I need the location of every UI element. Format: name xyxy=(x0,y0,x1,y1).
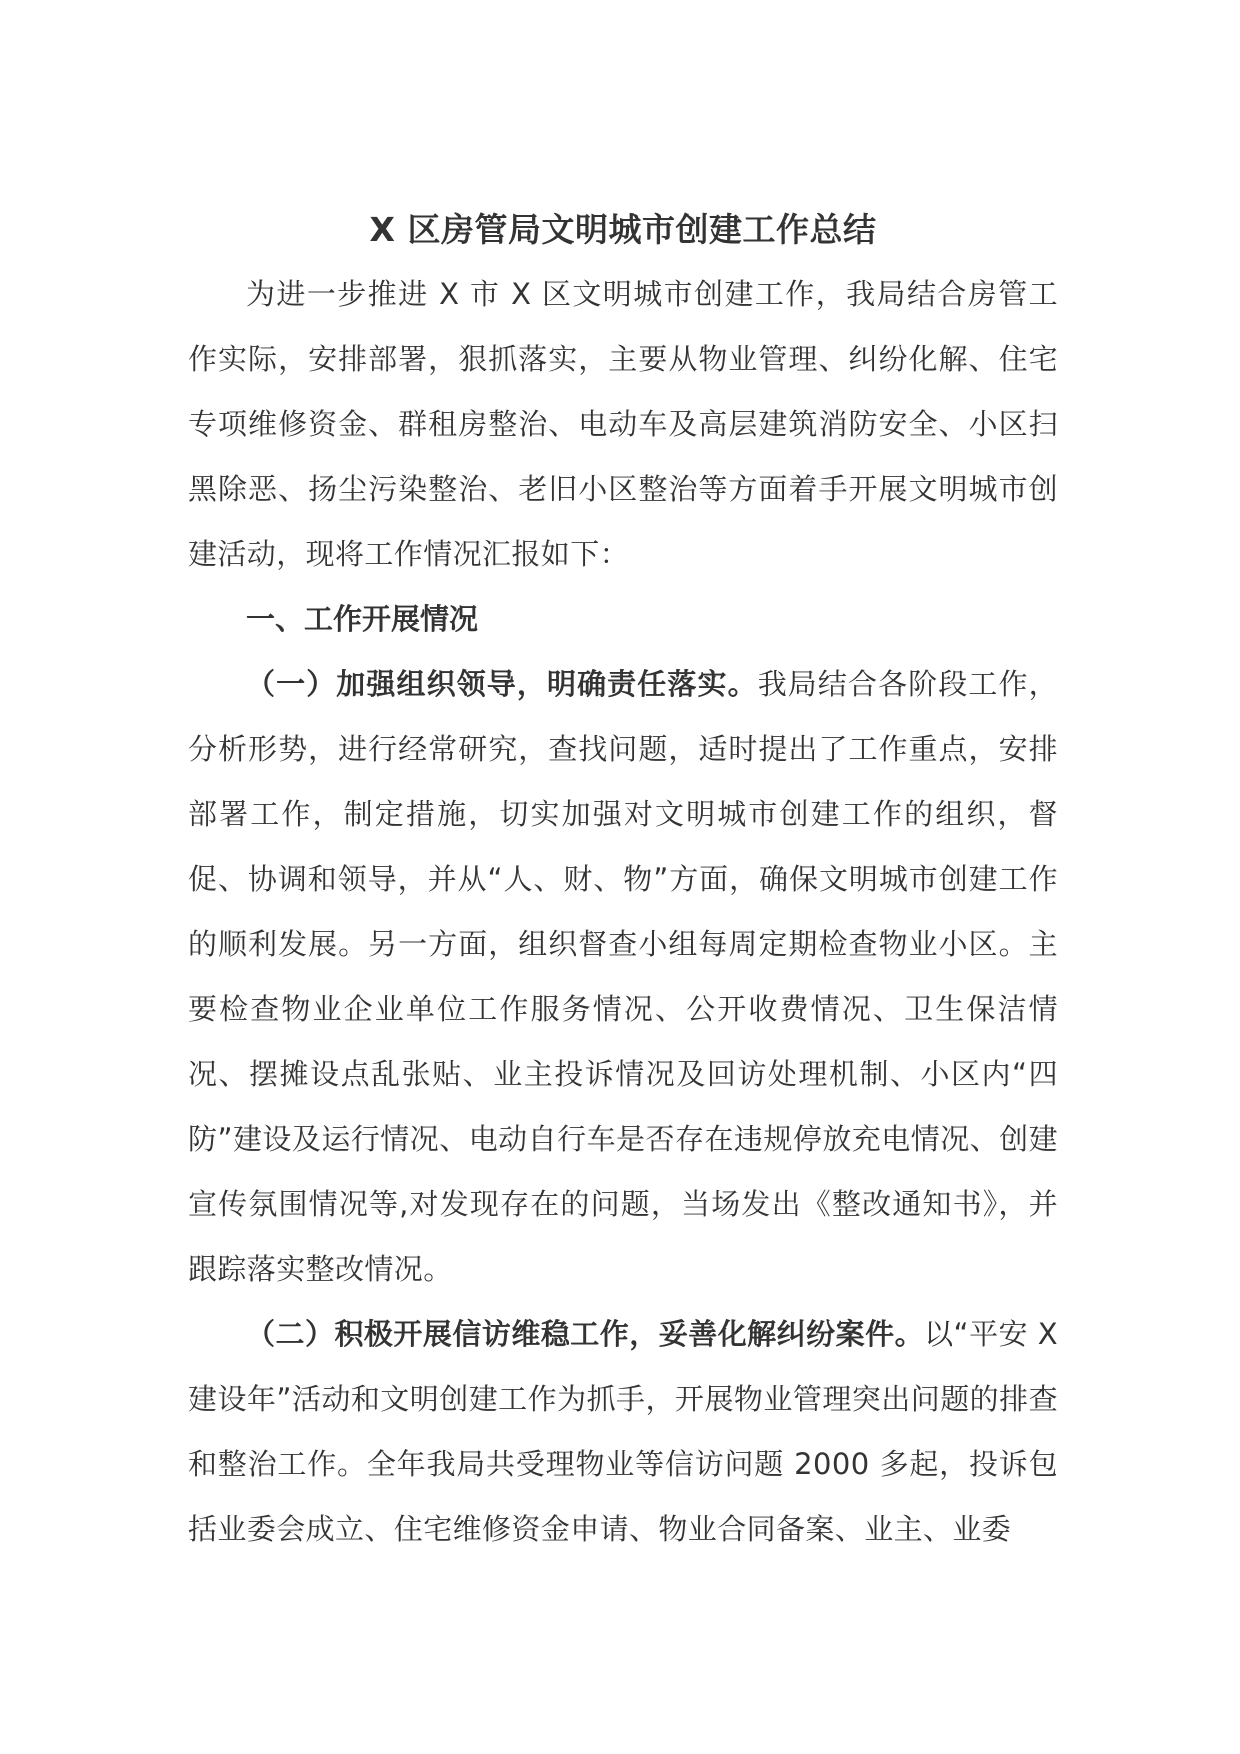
item-paragraph-1 xyxy=(188,652,1058,1302)
item-text-2: 以“平安 X 建设年”活动和文明创建工作为抓手，开展物业管理突出问题的排查和整治工作。全年我局共受理物业等信访问题 2000 多起，投诉包括业委会成立、住宅维修资金申请、物业合同备案、业主、业委 xyxy=(188,1317,1058,1546)
item-lead-1: （一）加强组织领导，明确责任落实。 xyxy=(246,667,758,701)
item-lead-2: （二）积极开展信访维稳工作，妥善化解纠纷案件。 xyxy=(246,1317,925,1351)
item-paragraph-2 xyxy=(188,1302,1058,1562)
item-text-1: 我局结合各阶段工作，分析形势，进行经常研究，查找问题，适时提出了工作重点，安排部署工作，制定措施，切实加强对文明城市创建工作的组织，督促、协调和领导，并从“人、财、物”方面，确保文明城市创建工作的顺利发展。另一方面，组织督查小组每周定期检查物业小区。主要检查物业企业单位工作服务情况、公开收费情况、卫生保洁情况、摆摊设点乱张贴、业主投诉情况及回访处理机制、小区内“四防”建设及运行情况、电动自行车是否存在违规停放充电情况、创建宣传氛围情况等,对发现存在的问题，当场发出《整改通知书》，并跟踪落实整改情况。 xyxy=(188,667,1058,1286)
section-heading-1: 一、工作开展情况 xyxy=(246,602,479,636)
intro-paragraph: 为进一步推进 X 市 X 区文明城市创建工作，我局结合房管工作实际，安排部署，狠抓落实，主要从物业管理、纠纷化解、住宅专项维修资金、群租房整治、电动车及高层建筑消防安全、小区扫黑除恶、扬尘污染整治、老旧小区整治等方面着手开展文明城市创建活动，现将工作情况汇报如下： xyxy=(188,277,1058,571)
document-page xyxy=(188,200,1058,1562)
document-title: X 区房管局文明城市创建工作总结 xyxy=(369,210,877,249)
